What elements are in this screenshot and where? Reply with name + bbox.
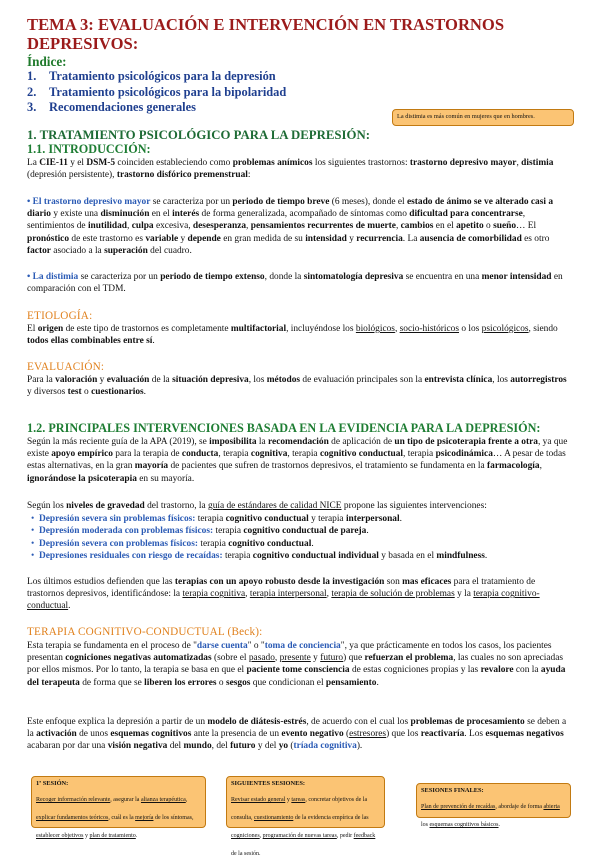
section-heading: 1. TRATAMIENTO PSICOLÓGICO PARA LA DEPRESIÓN: (27, 128, 370, 142)
index-heading: Índice: (27, 54, 67, 69)
side-note-text: La distimia es más común en mujeres que en hombres. (397, 113, 535, 120)
note-text: Plan de prevención de recaídas, abordaje de forma abierta los esquemas cognitivos básicos. (421, 804, 560, 828)
tcc-paragraph-2: Este enfoque explica la depresión a partir de un modelo de diátesis-estrés, de acuerdo con el cual los problemas de procesamiento se deben a la activación de unos esquemas cognitivos ante la presencia de un evento negativo (estresores) que los reactivaría. Los esquemas negativos acabaran por dar una visión negativa del mundo, del futuro y del yo (tríada cognitiva). (27, 717, 567, 752)
note-title: SIGUIENTES SESIONES: (231, 780, 306, 787)
section-1-2-heading: 1.2. PRINCIPALES INTERVENCIONES BASADA EN LA EVIDENCIA PARA LA DEPRESIÓN: (27, 421, 541, 435)
list-item: • Depresiones residuales con riesgo de recaídas: terapia cognitivo conductual individual y basada en el mindfulness. (27, 550, 573, 562)
note-final-sessions (416, 783, 571, 828)
note-text: Recoger información relevante, asegurar la alianza terapéutica, explicar fundamentos teóricos, cuál es la mejoría de los síntomas, establecer objetivos y plan de tratamiento. (36, 797, 194, 839)
evaluacion-heading: EVALUACIÓN: (27, 361, 105, 373)
index-item-3[interactable] (27, 100, 286, 116)
index-num: 3. (27, 100, 37, 114)
index-num: 2. (27, 84, 37, 99)
list-item: • Depresión severa con problemas físicos: terapia cognitivo conductual. (27, 538, 573, 550)
index-list (27, 69, 286, 116)
list-item: • Depresión severa sin problemas físicos: terapia cognitivo conductual y terapia interpersonal. (27, 513, 573, 525)
studies-paragraph: Los últimos estudios defienden que las terapias con un apoyo robusto desde la investigación son mas eficaces para el tratamiento de trastornos depresivos, identificándose: la terapia cognitiva, terapia interpersonal, terapia de solución de problemas y la terapia cognitivo-conductual. (27, 577, 540, 612)
note-text: Revisar estado general y tareas, concretar objetivos de la consulta, cuestionamiento de la evidencia empírica de las cogniciones, programación de nuevas tareas, pedir feedback de la sesión. (231, 797, 376, 857)
index-item-2[interactable] (27, 85, 286, 101)
list-item: • Depresión moderada con problemas físicos: terapia cognitivo conductual de pareja. (27, 525, 573, 537)
index-label: Recomendaciones generales (49, 100, 196, 114)
apa-paragraph: Según la más reciente guía de la APA (2019), se imposibilita la recomendación de aplicación de un tipo de psicoterapia frente a otra, ya que existe apoyo empírico para la terapia de conducta, terapia cognitiva, terapia cognitivo conductual, terapia psicodinámica… A pesar de todas estas alternativas, en la gran mayoría de pacientes que sufren de trastornos depresivos, el tratamiento se fundamenta en la farmacología, ignorándose la psicoterapia en su mayoría. (27, 437, 568, 484)
document-title: TEMA 3: EVALUACIÓN E INTERVENCIÓN EN TRASTORNOS DEPRESIVOS: (27, 15, 505, 53)
tcc-paragraph-1: Esta terapia se fundamenta en el proceso de "darse cuenta" o "toma de conciencia", ya que prácticamente en todos los casos, los pacientes presentan cogniciones negativas automatizadas (sobre el pasado, presente y futuro) que refuerzan el problema, las cuales no son apreciadas por ellos mismos. Por lo tanto, la terapia se basa en que el paciente tome consciencia de estas cogniciones propias y las revalore con la ayuda del terapeuta de forma que se liberen los errores o sesgos que condicionan el pensamiento. (27, 641, 566, 688)
note-title: 1ª SESIÓN: (36, 780, 69, 787)
side-note (392, 109, 574, 126)
etiologia-heading: ETIOLOGÍA: (27, 310, 93, 322)
intro-heading: 1.1. INTRODUCCIÓN: (27, 142, 151, 156)
note-next-sessions (226, 776, 385, 857)
index-item-1[interactable] (27, 69, 286, 85)
note-title: SESIONES FINALES: (421, 787, 484, 794)
nice-list (27, 513, 573, 563)
intro-paragraph: La CIE-11 y el DSM-5 coinciden estableciendo como problemas anímicos los siguientes trastornos: trastorno depresivo mayor, distimia (depresión persistente), trastorno disfórico premenstrual: (27, 158, 554, 181)
index-label: Tratamiento psicológicos para la bipolaridad (49, 84, 287, 99)
evaluacion-paragraph: Para la valoración y evaluación de la situación depresiva, los métodos de evaluación principales son la entrevista clínica, los autorregistros y diversos test o cuestionarios. (27, 375, 567, 398)
index-num: 1. (27, 69, 37, 83)
index-label: Tratamiento psicológicos para la depresión (49, 69, 276, 83)
tdm-paragraph: • El trastorno depresivo mayor se caracteriza por un periodo de tiempo breve (6 meses), donde el estado de ánimo se ve alterado casi a diario y existe una disminución en el interés de forma generalizada, acompañado de síntomas como dificultad para concentrarse, sentimientos de inutilidad, culpa excesiva, desesperanza, pensamientos recurrentes de muerte, cambios en el apetito o sueño… El pronóstico de este trastorno es variable y depende en gran medida de su intensidad y recurrencia. La ausencia de comorbilidad es otro factor asociado a la superación del cuadro. (27, 197, 554, 256)
tcc-heading: TERAPIA COGNITIVO-CONDUCTUAL (Beck): (27, 626, 263, 638)
distimia-paragraph: • La distimia se caracteriza por un periodo de tiempo extenso, donde la sintomatología depresiva se encuentra en una menor intensidad en comparación con el TDM. (27, 272, 563, 295)
note-first-session (31, 776, 206, 839)
etiologia-paragraph: El origen de este tipo de trastornos es completamente multifactorial, incluyéndose los biológicos, socio-históricos o los psicológicos, siendo todos ellas combinables entre sí. (27, 324, 558, 347)
nice-paragraph: Según los niveles de gravedad del trastorno, la guía de estándares de calidad NICE propone las siguientes intervenciones: (27, 501, 487, 511)
